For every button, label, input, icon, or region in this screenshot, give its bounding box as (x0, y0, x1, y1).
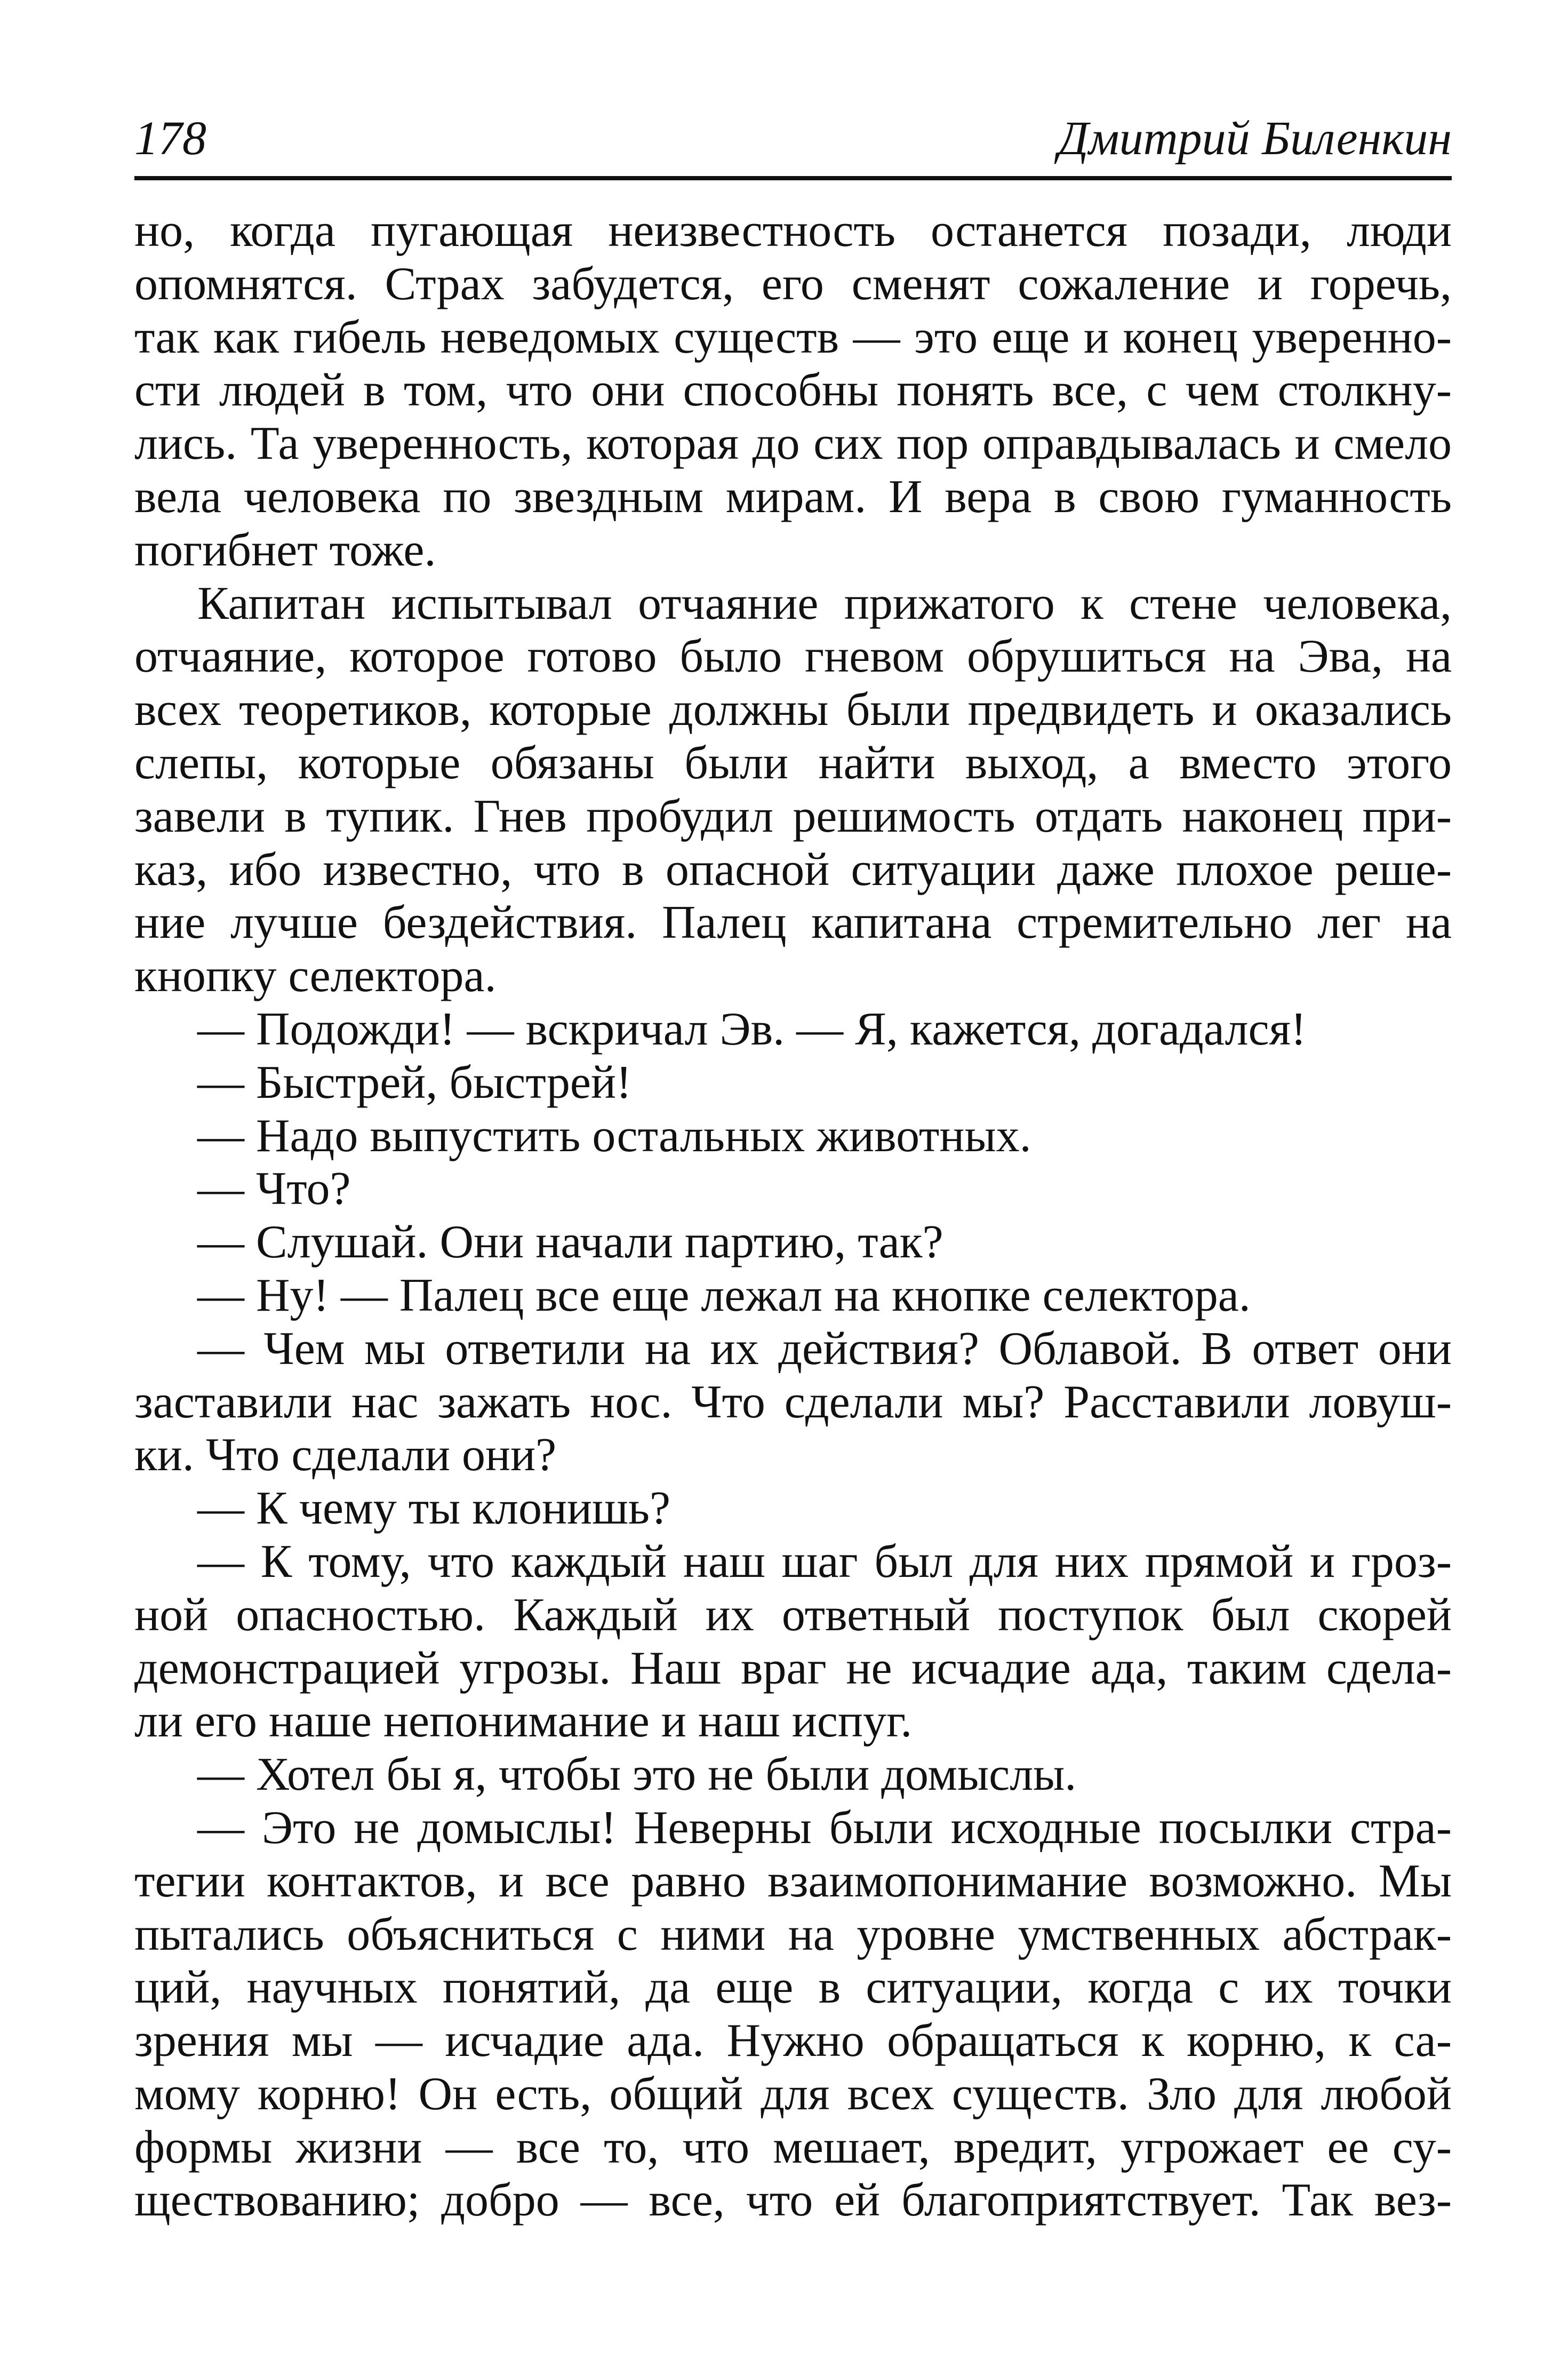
text-line: завели в тупик. Гнев пробудил решимость отдать наконец при- (134, 790, 1452, 842)
text-line: демонстрацией угрозы. Наш враг не исчадие ада, таким сдела- (134, 1642, 1452, 1694)
header-rule (134, 176, 1452, 180)
text-line: пытались объясниться с ними на уровне умственных абстрак- (134, 1908, 1452, 1960)
text-line: — Ну! — Палец все еще лежал на кнопке селектора. (197, 1269, 1251, 1321)
text-line: — Что? (197, 1163, 351, 1215)
text-line: ществованию; добро — все, что ей благоприятствует. Так вез- (134, 2174, 1452, 2227)
text-line: всех теоретиков, которые должны были предвидеть и оказались (134, 684, 1452, 736)
text-line: — Слушай. Они начали партию, так? (197, 1216, 943, 1269)
text-line: вела человека по звездным мирам. И вера в свою гуманность (134, 471, 1452, 523)
text-line: — Это не домыслы! Неверны были исходные посылки стра- (197, 1801, 1452, 1854)
text-line: слепы, которые обязаны были найти выход, а вместо этого (134, 737, 1452, 789)
text-line: — Надо выпустить остальных животных. (197, 1110, 1031, 1162)
text-line: — К чему ты клонишь? (197, 1482, 671, 1535)
text-line: каз, ибо известно, что в опасной ситуации даже плохое реше- (134, 843, 1452, 896)
text-line: но, когда пугающая неизвестность останется позади, люди (134, 205, 1452, 257)
text-line: отчаяние, которое готово было гневом обрушиться на Эва, на (134, 631, 1452, 683)
text-line: — Чем мы ответили на их действия? Облавой. В ответ они (197, 1322, 1452, 1375)
text-line: ки. Что сделали они? (134, 1429, 557, 1481)
text-line: лись. Та уверенность, которая до сих пор оправдывалась и смело (134, 418, 1452, 470)
text-line: — Хотел бы я, чтобы это не были домыслы. (197, 1749, 1077, 1801)
text-line: — Подожди! — вскричал Эв. — Я, кажется, догадался! (197, 1003, 1307, 1055)
text-line: тегии контактов, и все равно взаимопонимание возможно. Мы (134, 1855, 1452, 1907)
text-line: — К тому, что каждый наш шаг был для них прямой и гроз- (197, 1535, 1452, 1588)
text-line: сти людей в том, что они способны понять все, с чем столкну- (134, 364, 1452, 417)
text-line: формы жизни — все то, что мешает, вредит, угрожает ее су- (134, 2121, 1452, 2173)
text-line: — Быстрей, быстрей! (197, 1056, 632, 1109)
text-line: погибнет тоже. (134, 524, 436, 576)
text-line: кнопку селектора. (134, 950, 497, 1002)
text-line: ние лучше бездействия. Палец капитана стремительно лег на (134, 897, 1452, 949)
text-line: заставили нас зажать нос. Что сделали мы? Расставили ловуш- (134, 1376, 1452, 1428)
text-line: мому корню! Он есть, общий для всех существ. Зло для любой (134, 2068, 1452, 2120)
text-line: ций, научных понятий, да еще в ситуации, когда с их точки (134, 1962, 1452, 2014)
text-line: Капитан испытывал отчаяние прижатого к стене человека, (197, 577, 1452, 629)
running-head (134, 109, 1452, 168)
text-line: зрения мы — исчадие ада. Нужно обращаться к корню, к са- (134, 2015, 1452, 2067)
text-line: ли его наше непонимание и наш испуг. (134, 1695, 913, 1748)
body-text (134, 204, 1452, 2227)
text-line: ной опасностью. Каждый их ответный поступок был скорей (134, 1589, 1452, 1641)
text-line: так как гибель неведомых существ — это еще и конец уверенно- (134, 311, 1452, 363)
running-head-author: Дмитрий Биленкин (1058, 112, 1452, 165)
page-number: 178 (134, 112, 206, 165)
text-line: опомнятся. Страх забудется, его сменят сожаление и горечь, (134, 258, 1452, 310)
